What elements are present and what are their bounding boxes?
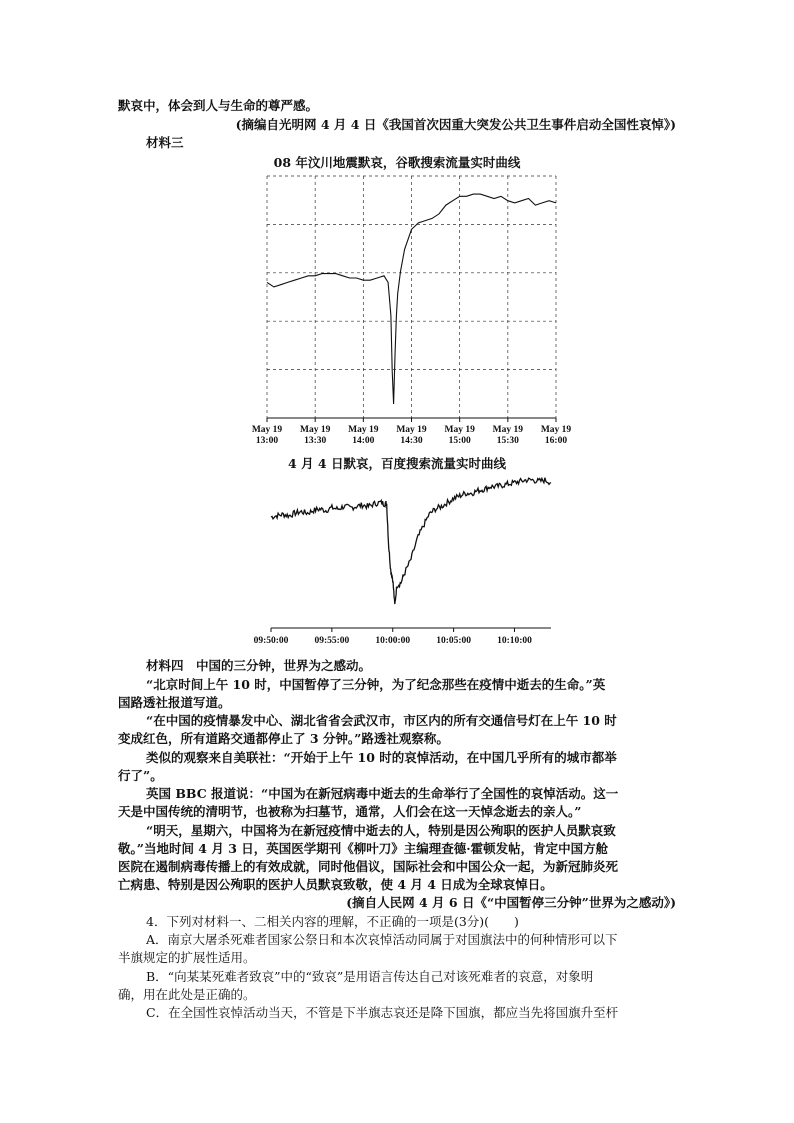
chart1-title: 08 年汶川地震默哀，谷歌搜索流量实时曲线 bbox=[273, 155, 521, 170]
chart1-tick-label: 13:00 bbox=[255, 436, 279, 446]
material3-label: 材料三 bbox=[146, 135, 184, 150]
m4-line: 英国 BBC 报道说：“中国为在新冠病毒中逝去的生命举行了全国性的哀悼活动。这一 bbox=[146, 786, 619, 801]
chart1-tick-label: May 19 bbox=[492, 425, 524, 435]
m4-line: “明天，星期六，中国将为在新冠疫情中逝去的人，特别是因公殉职的医护人员默哀致 bbox=[146, 823, 616, 838]
option-a-line1: A．南京大屠杀死难者国家公祭日和本次哀悼活动同属于对国旗法中的何种情形可以下 bbox=[146, 932, 618, 947]
chart2-tick-label: 09:50:00 bbox=[253, 636, 289, 646]
option-c-line1: C．在全国性哀悼活动当天，不管是下半旗志哀还是降下国旗，都应当先将国旗升至杆 bbox=[146, 1005, 619, 1020]
m4-line: 医院在遏制病毒传播上的有效成就，同时他倡议，国际社会和中国公众一起，为新冠肺炎死 bbox=[118, 859, 619, 874]
m4-line: 亡病患、特别是因公殉职的医护人员默哀致敬，使 4 月 4 日成为全球哀悼日。 bbox=[118, 877, 553, 892]
m4-line: “在中国的疫情暴发中心、湖北省省会武汉市，市区内的所有交通信号灯在上午 10 时 bbox=[146, 713, 617, 728]
chart1-tick-label: May 19 bbox=[444, 425, 475, 435]
question-stem: 4．下列对材料一、二相关内容的理解，不正确的一项是(3分)( ) bbox=[146, 914, 519, 929]
material4-title: 材料四 中国的三分钟，世界为之感动。 bbox=[146, 658, 372, 673]
chart1-tick-label: May 19 bbox=[251, 425, 283, 435]
chart2-tick-label: 10:05:00 bbox=[436, 636, 472, 646]
intro-line: 默哀中，体会到人与生命的尊严感。 bbox=[118, 98, 319, 113]
m4-line: “北京时间上午 10 时，中国暂停了三分钟，为了纪念那些在疫情中逝去的生命。”英 bbox=[146, 677, 606, 692]
option-a-line2: 半旗规定的扩展性适用。 bbox=[118, 950, 256, 965]
chart1-tick-label: 13:30 bbox=[304, 436, 327, 446]
m4-line: 国路透社报道写道。 bbox=[118, 695, 231, 710]
option-b-line2: 确，用在此处是正确的。 bbox=[118, 987, 256, 1002]
chart1-tick-label: 15:30 bbox=[496, 436, 519, 446]
chart2-tick-label: 10:10:00 bbox=[497, 636, 532, 646]
chart1-tick-label: 16:00 bbox=[544, 436, 568, 446]
chart2-series-line bbox=[271, 478, 551, 604]
chart2-tick-label: 10:00:00 bbox=[375, 636, 411, 646]
chart1-tick-label: May 19 bbox=[299, 425, 331, 435]
source-citation-2: (摘自人民网 4 月 6 日《“中国暂停三分钟”世界为之感动》) bbox=[346, 895, 676, 910]
source-citation-1: (摘编自光明网 4 月 4 日《我国首次因重大突发公共卫生事件启动全国性哀悼》) bbox=[235, 117, 676, 132]
m4-line: 行了”。 bbox=[118, 768, 163, 783]
m4-line: 天是中国传统的清明节，也被称为扫墓节，通常，人们会在这一天悼念逝去的亲人。” bbox=[118, 804, 582, 819]
chart2-tick-label: 09:55:00 bbox=[314, 636, 350, 646]
m4-line: 类似的观察来自美联社：“开始于上午 10 时的哀悼活动，在中国几乎所有的城市都举 bbox=[146, 750, 617, 765]
chart2-title: 4 月 4 日默哀，百度搜索流量实时曲线 bbox=[288, 456, 506, 471]
m4-line: 敬。”当地时间 4 月 3 日，英国医学期刊《柳叶刀》主编理查德·霍顿发帖，肯定中国方舱 bbox=[118, 841, 609, 856]
option-b-line1: B．“向某某死难者致哀”中的“致哀”是用语言传达自己对该死难者的哀意，对象明 bbox=[146, 969, 594, 984]
chart1-tick-label: 15:00 bbox=[448, 436, 471, 446]
chart1-tick-label: May 19 bbox=[348, 425, 379, 435]
chart1-tick-label: 14:30 bbox=[400, 436, 423, 446]
chart1-tick-label: May 19 bbox=[396, 425, 427, 435]
m4-line: 变成红色，所有道路交通都停止了 3 分钟。”路透社观察称。 bbox=[118, 731, 449, 746]
chart1-series-line bbox=[267, 194, 556, 404]
chart1-tick-label: 14:00 bbox=[352, 436, 375, 446]
chart1-tick-label: May 19 bbox=[540, 425, 572, 435]
